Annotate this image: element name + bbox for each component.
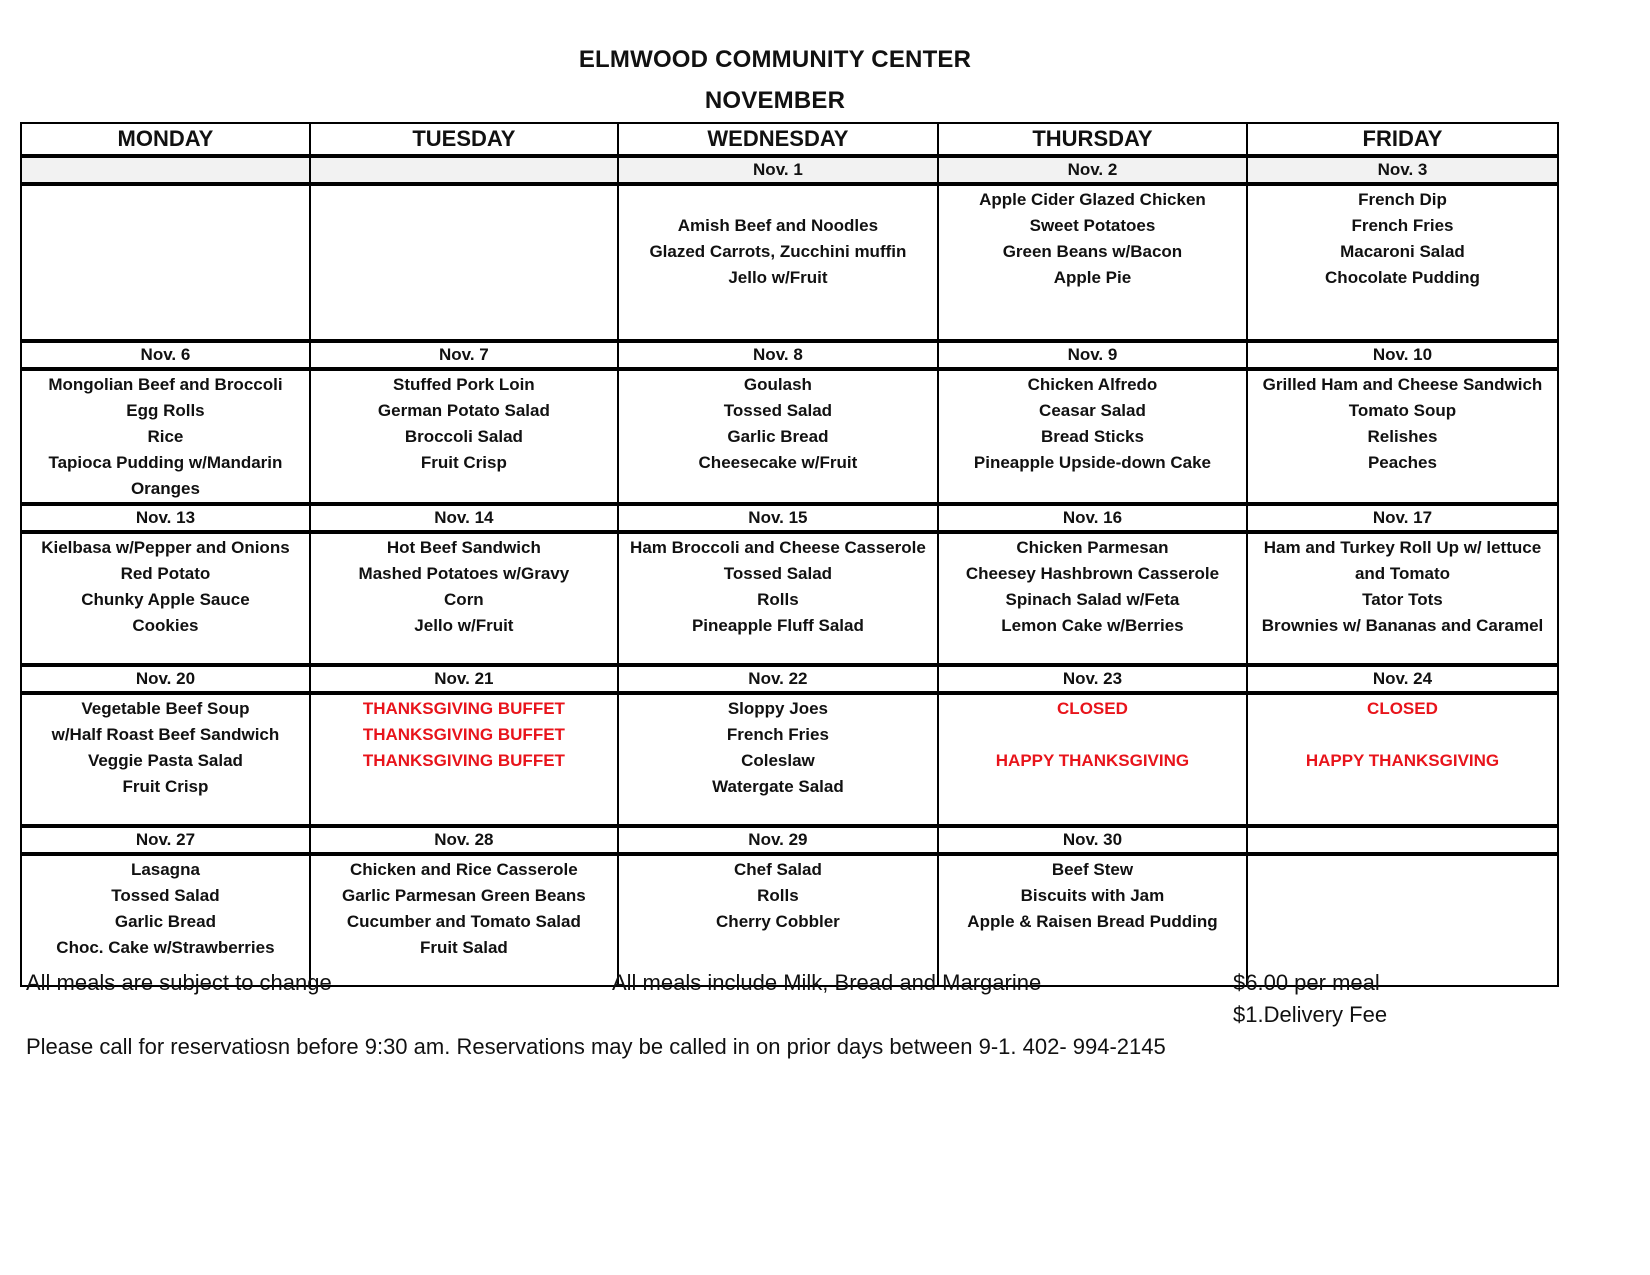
menu-item: Ham and Turkey Roll Up w/ lettuce (1263, 538, 1542, 557)
meal-row (21, 369, 1558, 504)
date-row (21, 826, 1558, 854)
menu-item: Sweet Potatoes (1029, 216, 1156, 235)
menu-item: Chocolate Pudding (1325, 268, 1480, 287)
date-cell: Nov. 28 (310, 826, 618, 854)
menu-item: German Potato Salad (377, 401, 550, 420)
menu-item: French Fries (1351, 216, 1454, 235)
includes-note: All meals include Milk, Bread and Margarine (612, 970, 1042, 995)
date-row (21, 156, 1558, 184)
menu-item: Corn (444, 590, 484, 609)
menu-item: Tator Tots (1362, 590, 1443, 609)
menu-item: Cucumber and Tomato Salad (346, 912, 581, 931)
meal-cell (938, 184, 1247, 341)
menu-item: THANKSGIVING BUFFET (362, 751, 565, 770)
menu-item: THANKSGIVING BUFFET (362, 725, 565, 744)
menu-item: Choc. Cake w/Strawberries (56, 938, 275, 957)
weekday-header: WEDNESDAY (618, 123, 938, 156)
meal-cell (938, 854, 1247, 986)
menu-item: and Tomato (1354, 564, 1451, 583)
menu-item: Garlic Parmesan Green Beans (341, 886, 586, 905)
menu-item: Green Beans w/Bacon (1002, 242, 1183, 261)
meal-cell (310, 693, 618, 826)
menu-item: Biscuits with Jam (1020, 886, 1165, 905)
date-cell: Nov. 24 (1247, 665, 1558, 693)
menu-item: Beef Stew (1051, 860, 1134, 879)
menu-item: Lasagna (130, 860, 200, 879)
menu-item: Goulash (743, 375, 812, 394)
menu-item: Cheesey Hashbrown Casserole (965, 564, 1220, 583)
date-cell: Nov. 1 (618, 156, 938, 184)
date-cell: Nov. 29 (618, 826, 938, 854)
price-note: $6.00 per meal (1233, 970, 1380, 995)
menu-item: Garlic Bread (727, 427, 829, 446)
menu-item: Hot Beef Sandwich (386, 538, 541, 557)
menu-item: Macaroni Salad (1340, 242, 1465, 261)
menu-item: CLOSED (1367, 699, 1438, 718)
menu-item: Apple & Raisen Bread Pudding (967, 912, 1218, 931)
menu-item: Apple Cider Glazed Chicken (979, 190, 1206, 209)
menu-item: Stuffed Pork Loin (393, 375, 535, 394)
meal-cell (938, 693, 1247, 826)
weekday-header-row (21, 123, 1558, 156)
date-cell: Nov. 27 (21, 826, 310, 854)
page-title: ELMWOOD COMMUNITY CENTER (578, 46, 972, 73)
menu-item: Tossed Salad (723, 401, 833, 420)
menu-item: Ham Broccoli and Cheese Casserole (630, 538, 926, 557)
meal-cell (618, 854, 938, 986)
meal-cell (1247, 854, 1558, 986)
date-cell: Nov. 20 (21, 665, 310, 693)
menu-item: Fruit Crisp (420, 453, 507, 472)
change-note: All meals are subject to change (26, 970, 332, 995)
date-cell: Nov. 3 (1247, 156, 1558, 184)
date-cell: Nov. 9 (938, 341, 1247, 369)
menu-item: HAPPY THANKSGIVING (1305, 751, 1500, 770)
date-cell: Nov. 15 (618, 504, 938, 532)
meal-cell (1247, 532, 1558, 665)
menu-item: Tomato Soup (1348, 401, 1457, 420)
menu-item: Chicken Alfredo (1027, 375, 1158, 394)
menu-item: Coleslaw (741, 751, 815, 770)
date-cell: Nov. 21 (310, 665, 618, 693)
meal-cell (618, 184, 938, 341)
menu-item: Chunky Apple Sauce (81, 590, 250, 609)
menu-item: Jello w/Fruit (414, 616, 514, 635)
menu-item: Grilled Ham and Cheese Sandwich (1262, 375, 1543, 394)
menu-item: Tossed Salad (111, 886, 220, 905)
date-cell: Nov. 6 (21, 341, 310, 369)
date-cell: Nov. 17 (1247, 504, 1558, 532)
menu-item (943, 722, 1242, 748)
menu-item: Pineapple Fluff Salad (691, 616, 864, 635)
date-cell (1247, 826, 1558, 854)
menu-item: Broccoli Salad (404, 427, 523, 446)
meal-cell (618, 532, 938, 665)
month-title: NOVEMBER (704, 87, 846, 114)
menu-item: Pineapple Upside-down Cake (973, 453, 1211, 472)
weekday-header: MONDAY (21, 123, 310, 156)
meal-cell (1247, 693, 1558, 826)
date-row (21, 341, 1558, 369)
date-cell (21, 156, 310, 184)
meal-row (21, 532, 1558, 665)
menu-item: Fruit Crisp (122, 777, 209, 796)
menu-item: Brownies w/ Bananas and Caramel (1261, 616, 1544, 635)
menu-item: CLOSED (1057, 699, 1128, 718)
menu-item (1252, 722, 1553, 748)
menu-item: Amish Beef and Noodles (677, 216, 879, 235)
menu-item: Tapioca Pudding w/Mandarin (48, 453, 283, 472)
menu-item: Bread Sticks (1040, 427, 1144, 446)
menu-item: Rolls (757, 886, 799, 905)
date-cell: Nov. 8 (618, 341, 938, 369)
menu-item: Rolls (757, 590, 799, 609)
meal-cell (1247, 369, 1558, 504)
date-cell: Nov. 16 (938, 504, 1247, 532)
menu-item: Kielbasa w/Pepper and Onions (41, 538, 290, 557)
menu-item: Rice (147, 427, 184, 446)
date-cell (310, 156, 618, 184)
meal-row (21, 184, 1558, 341)
meal-row (21, 693, 1558, 826)
meal-cell (310, 369, 618, 504)
date-cell: Nov. 22 (618, 665, 938, 693)
menu-item: Relishes (1367, 427, 1438, 446)
delivery-fee-note: $1.Delivery Fee (1233, 1002, 1388, 1027)
menu-item: Jello w/Fruit (728, 268, 828, 287)
menu-item: French Fries (726, 725, 829, 744)
meal-cell (21, 854, 310, 986)
menu-item: Peaches (1367, 453, 1437, 472)
menu-item: Apple Pie (1053, 268, 1132, 287)
meal-cell (310, 532, 618, 665)
menu-item: w/Half Roast Beef Sandwich (51, 725, 280, 744)
menu-item: Mashed Potatoes w/Gravy (358, 564, 570, 583)
menu-item: Vegetable Beef Soup (81, 699, 250, 718)
date-cell: Nov. 2 (938, 156, 1247, 184)
date-row (21, 665, 1558, 693)
menu-item: Spinach Salad w/Feta (1005, 590, 1180, 609)
menu-item: Egg Rolls (126, 401, 205, 420)
date-cell: Nov. 14 (310, 504, 618, 532)
meal-cell (21, 369, 310, 504)
weekday-header: FRIDAY (1247, 123, 1558, 156)
calendar-body (21, 156, 1558, 986)
meal-cell (938, 369, 1247, 504)
menu-item: Cheesecake w/Fruit (698, 453, 858, 472)
menu-item: Fruit Salad (419, 938, 508, 957)
reservation-note: Please call for reservatiosn before 9:30 am. Reservations may be called in on prior days between 9-1. 402- 994-2145 (26, 1034, 1166, 1059)
meal-row (21, 854, 1558, 986)
date-row (21, 504, 1558, 532)
menu-item: Oranges (130, 479, 200, 498)
weekday-header: TUESDAY (310, 123, 618, 156)
menu-item: Sloppy Joes (727, 699, 828, 718)
menu-item: THANKSGIVING BUFFET (362, 699, 565, 718)
menu-item: HAPPY THANKSGIVING (995, 751, 1190, 770)
meal-cell (21, 184, 310, 341)
menu-item: Red Potato (120, 564, 211, 583)
menu-item: Mongolian Beef and Broccoli (48, 375, 283, 394)
menu-item: Chicken and Rice Casserole (350, 860, 578, 879)
menu-item: Cherry Cobbler (716, 912, 840, 931)
meal-cell (1247, 184, 1558, 341)
menu-item: Ceasar Salad (1039, 401, 1146, 420)
menu-item: Cookies (132, 616, 199, 635)
date-cell: Nov. 13 (21, 504, 310, 532)
menu-item: Lemon Cake w/Berries (1001, 616, 1184, 635)
menu-item: Chicken Parmesan (1016, 538, 1169, 557)
date-cell: Nov. 30 (938, 826, 1247, 854)
meal-cell (21, 532, 310, 665)
menu-item: Garlic Bread (114, 912, 216, 931)
menu-calendar (20, 122, 1559, 987)
menu-item: Glazed Carrots, Zucchini muffin (649, 242, 907, 261)
menu-item: Veggie Pasta Salad (87, 751, 243, 770)
meal-cell (618, 369, 938, 504)
date-cell: Nov. 23 (938, 665, 1247, 693)
meal-cell (21, 693, 310, 826)
menu-item (623, 187, 933, 213)
menu-item: Chef Salad (733, 860, 822, 879)
menu-item: Watergate Salad (712, 777, 844, 796)
weekday-header: THURSDAY (938, 123, 1247, 156)
date-cell: Nov. 7 (310, 341, 618, 369)
meal-cell (938, 532, 1247, 665)
meal-cell (310, 854, 618, 986)
meal-cell (310, 184, 618, 341)
menu-item: French Dip (1358, 190, 1447, 209)
date-cell: Nov. 10 (1247, 341, 1558, 369)
menu-item: Tossed Salad (723, 564, 833, 583)
meal-cell (618, 693, 938, 826)
